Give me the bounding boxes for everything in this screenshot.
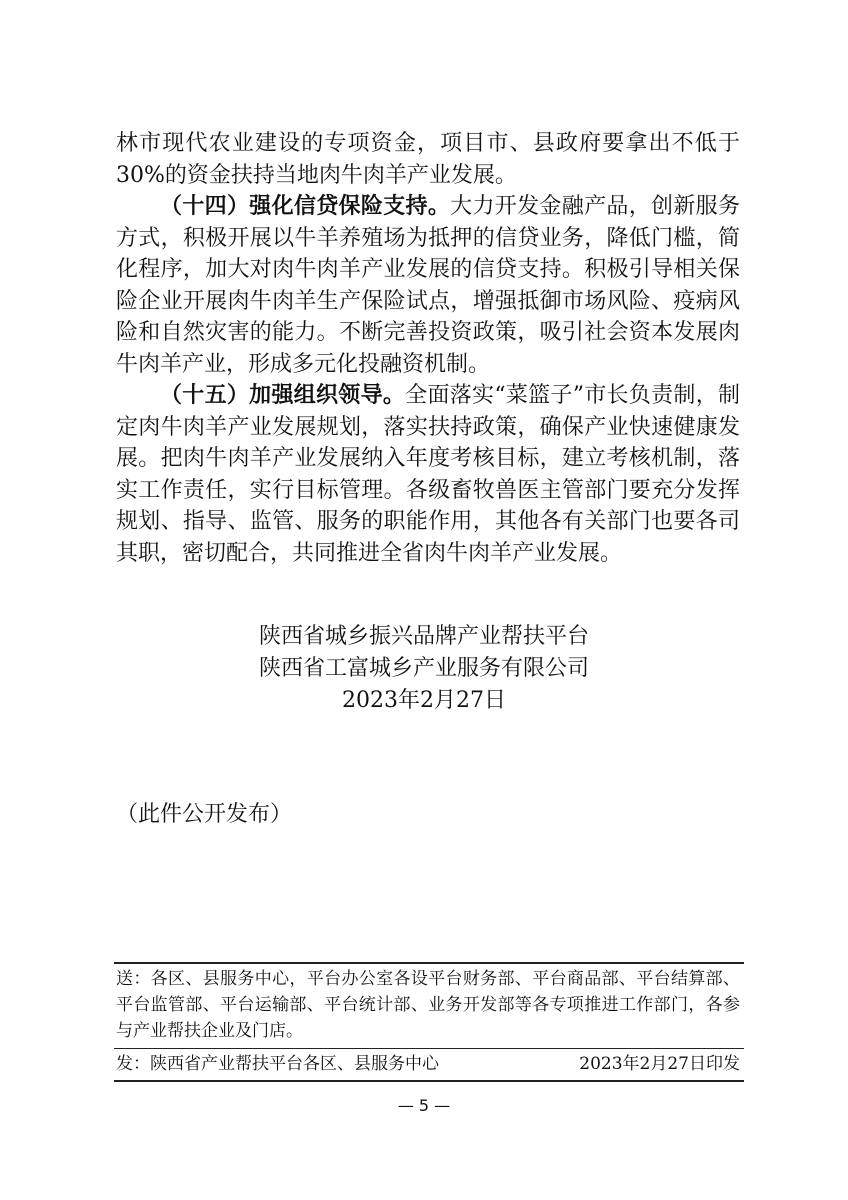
section-heading-14: （十四）强化信贷保险支持。 xyxy=(160,193,451,219)
page-number: — 5 — xyxy=(397,1096,451,1115)
release-note: （此件公开发布） xyxy=(116,802,293,827)
paragraph-continuation: 林市现代农业建设的专项资金，项目市、县政府要拿出不低于30%的资金扶持当地肉牛肉羊产业发展。 xyxy=(116,131,740,188)
footer-cc: 送：各区、县服务中心，平台办公室各设平台财务部、平台商品部、平台结算部、平台监管部、平台运输部、平台统计部、业务开发部等各专项推进工作部门，各参与产业帮扶企业及门店。 xyxy=(116,969,740,1041)
paragraph-leadership xyxy=(116,380,740,569)
paragraph-credit-insurance xyxy=(116,191,740,380)
section-heading-15: （十五）加强组织领导。 xyxy=(160,382,406,408)
body-text xyxy=(116,128,740,569)
footer-rule-top xyxy=(114,962,744,964)
footer-issue-date: 2023年2月27日印发 xyxy=(579,1054,740,1074)
footer-rule-bottom xyxy=(114,1080,744,1082)
footer-rule-middle xyxy=(114,1048,744,1049)
footer-issued xyxy=(116,1050,740,1078)
section-text-15: 全面落实“菜篮子”市长负责制，制定肉牛肉羊产业发展规划，落实扶持政策，确保产业快速健康发展。把肉牛肉羊产业发展纳入年度考核目标，建立考核机制，落实工作责任，实行目标管理。各级畜牧兽医主管部门要充分发挥规划、指导、监管、服务的职能作用，其他各有关部门也要各司其职，密切配合，共同推进全省肉牛肉羊产业发展。 xyxy=(116,383,740,566)
section-text-14: 大力开发金融产品，创新服务方式，积极开展以牛羊养殖场为抵押的信贷业务，降低门槛，简化程序，加大对肉牛肉羊产业发展的信贷支持。积极引导相关保险企业开展肉牛肉羊生产保险试点，增强抵御市场风险、疫病风险和自然灾害的能力。不断完善投资政策，吸引社会资本发展肉牛肉羊产业，形成多元化投融资机制。 xyxy=(116,194,740,377)
footer-issuer: 发：陕西省产业帮扶平台各区、县服务中心 xyxy=(116,1054,439,1074)
signature-date: 2023年2月27日 xyxy=(342,688,506,713)
signature-org-1: 陕西省城乡振兴品牌产业帮扶平台 xyxy=(258,624,589,649)
signature-org-2: 陕西省工富城乡产业服务有限公司 xyxy=(258,656,589,681)
